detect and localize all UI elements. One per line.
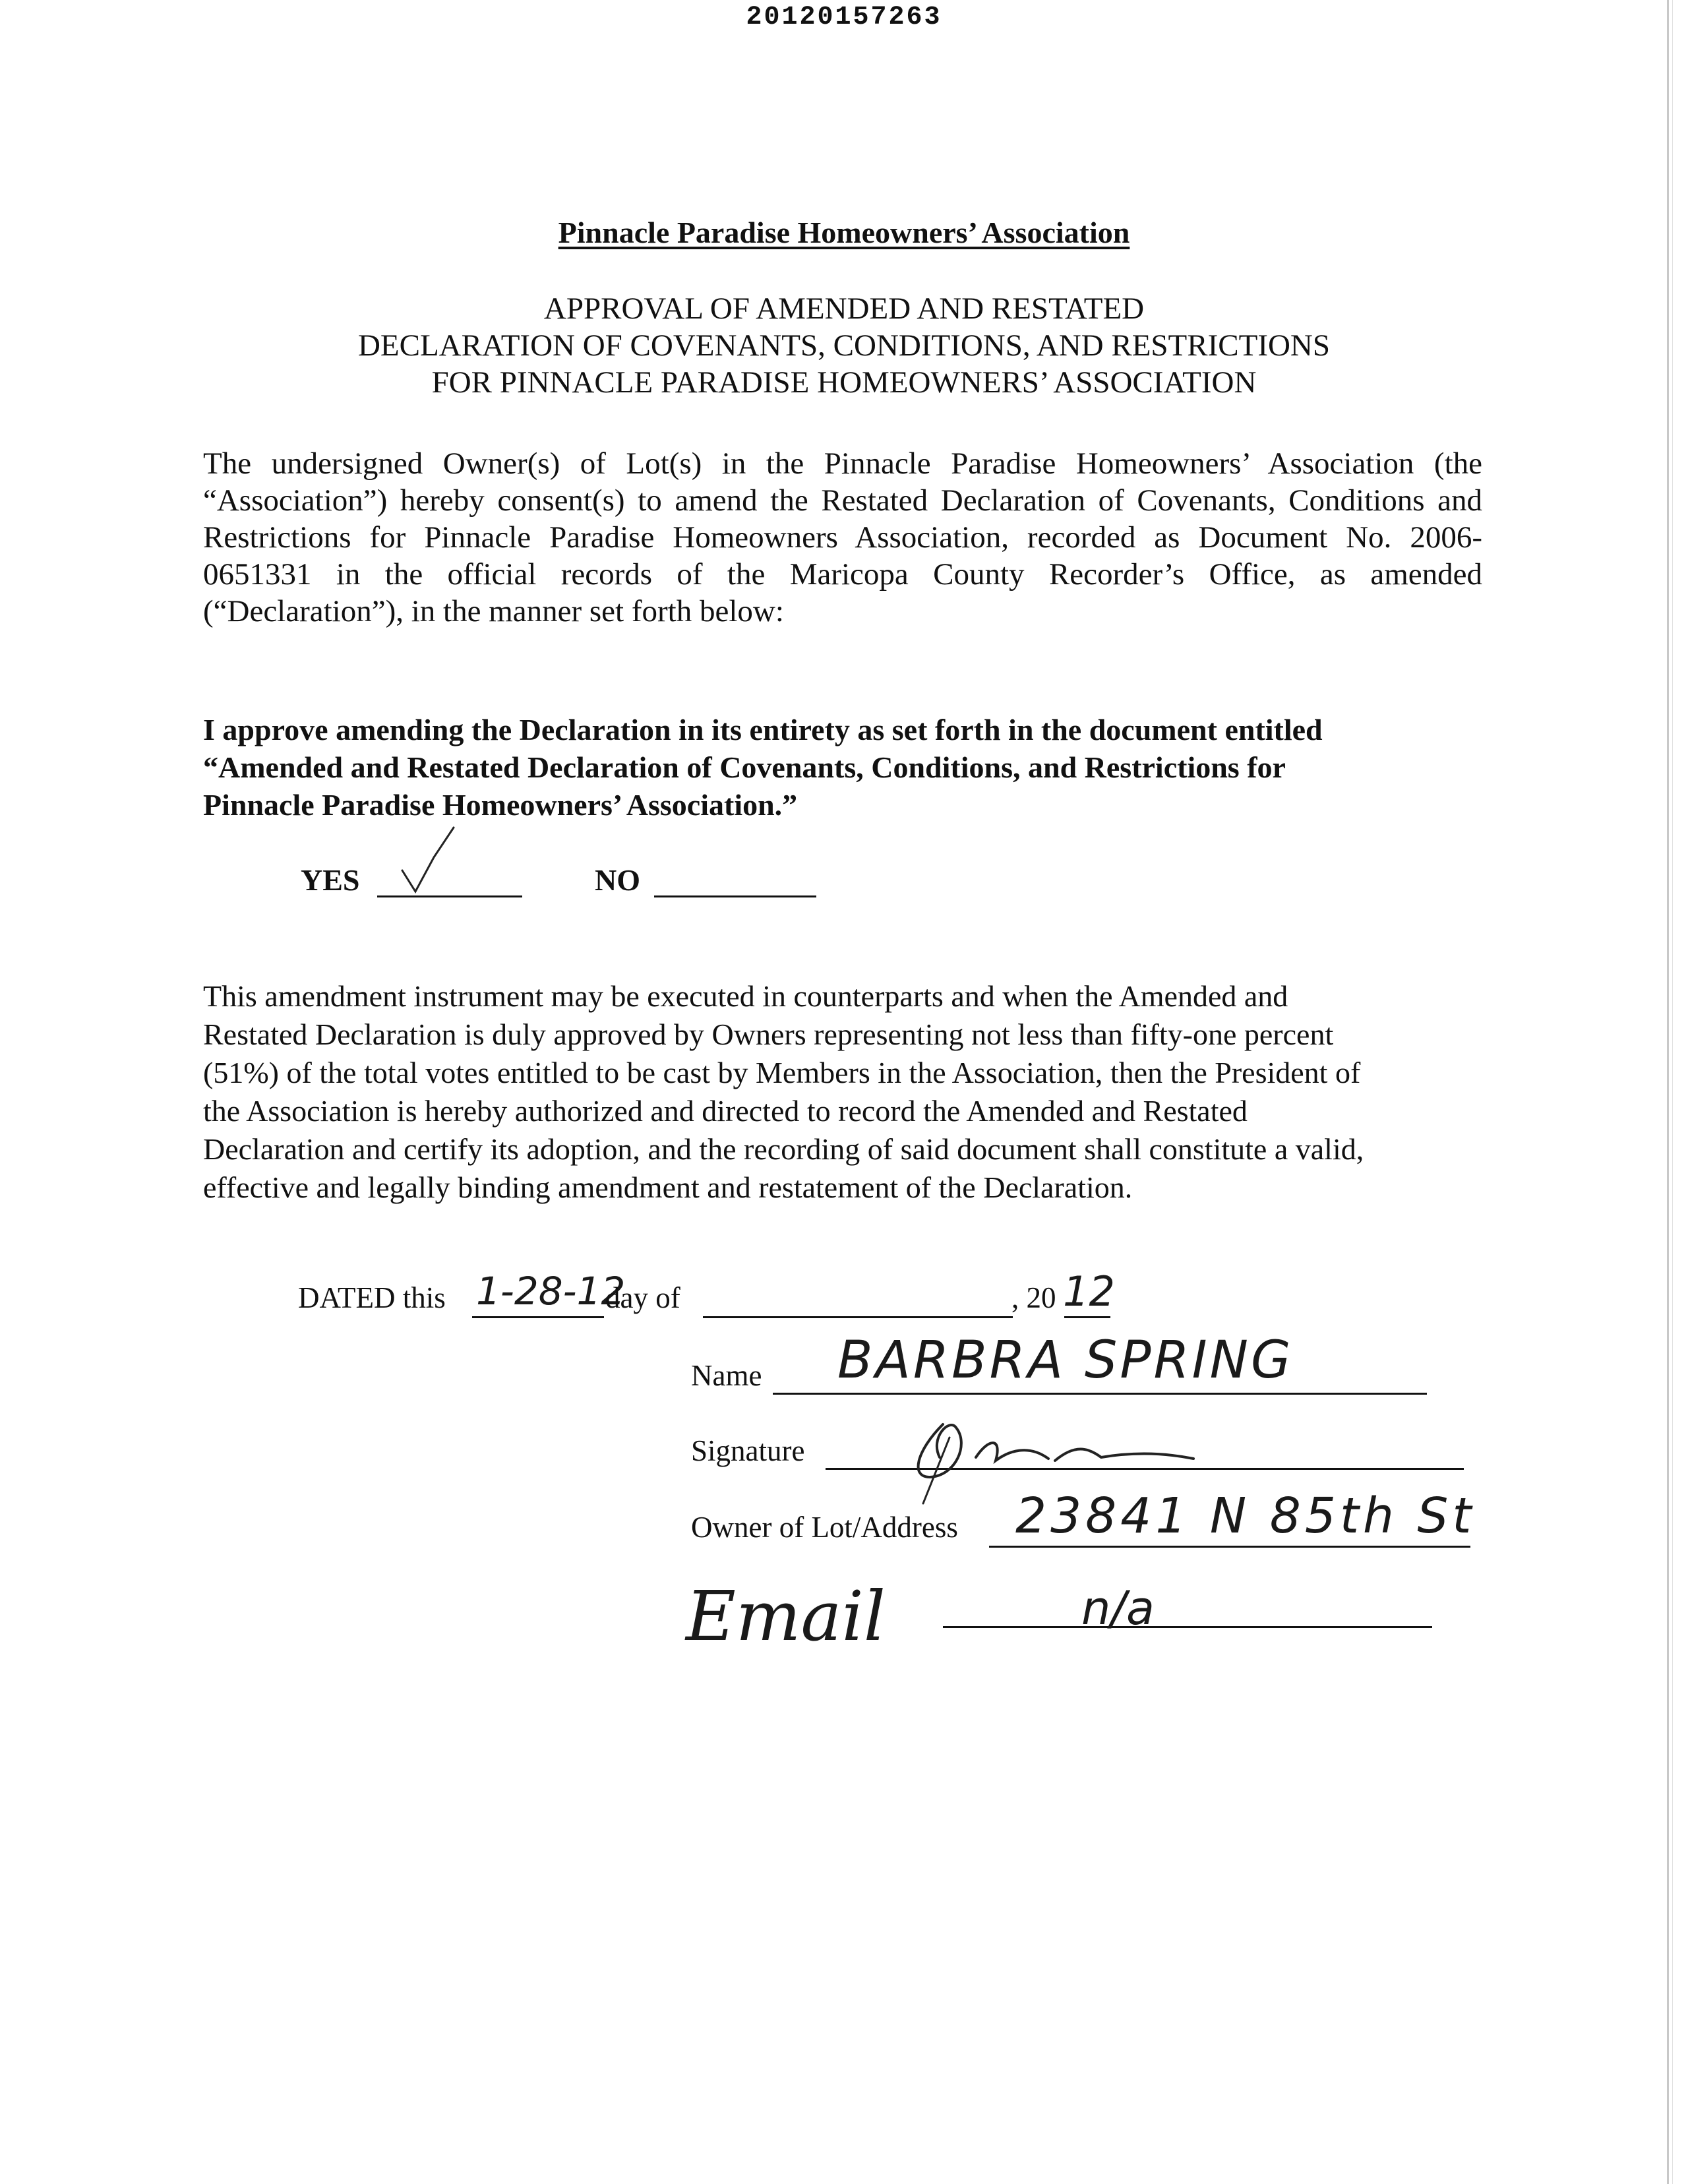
yes-label: YES	[301, 863, 360, 897]
execution-paragraph-line-3: (51%) of the total votes entitled to be cast by Members in the Association, then the President of	[203, 1056, 1361, 1089]
execution-paragraph-line-4: the Association is hereby authorized and directed to record the Amended and Restated	[203, 1094, 1248, 1128]
intro-paragraph: The undersigned Owner(s) of Lot(s) in the Pinnacle Paradise Homeowners’ Association (the “Association”) hereby consent(s) to amend the Restated Declaration of Covenants, Conditions and Restrictions for Pinnacle Paradise Homeowners Association, recorded as Document No. 2006-0651331 in the official records of the Maricopa County Recorder’s Office, as amended (“Declaration”), in the manner set forth below:	[203, 446, 1482, 628]
email-line	[943, 1626, 1432, 1628]
association-title: Pinnacle Paradise Homeowners’ Association	[558, 216, 1130, 249]
yes-checkmark	[369, 818, 501, 903]
month-blank-line	[703, 1316, 1013, 1318]
signature-label: Signature	[691, 1434, 805, 1467]
name-line	[773, 1393, 1427, 1395]
year-handwritten: 12	[1063, 1267, 1115, 1316]
owner-address-line	[989, 1546, 1470, 1548]
owner-address-handwritten: 23841 N 85th St	[1015, 1488, 1476, 1544]
recording-document-number: 20120157263	[746, 3, 942, 32]
name-handwritten: BARBRA SPRING	[837, 1331, 1294, 1390]
execution-paragraph-line-2: Restated Declaration is duly approved by Owners representing not less than fifty-one percent	[203, 1017, 1334, 1051]
dated-prefix: DATED this	[298, 1281, 446, 1314]
execution-paragraph-line-6: effective and legally binding amendment and restatement of the Declaration.	[203, 1170, 1133, 1204]
name-label: Name	[691, 1359, 762, 1392]
heading-line-1: APPROVAL OF AMENDED AND RESTATED	[543, 291, 1145, 326]
scan-edge-line-secondary	[1672, 0, 1673, 2184]
year-blank-line	[1064, 1316, 1110, 1318]
scan-edge-line	[1667, 0, 1669, 2184]
approval-statement-line-2: “Amended and Restated Declaration of Covenants, Conditions, and Restrictions for	[203, 750, 1286, 784]
no-blank-line	[654, 895, 816, 897]
approval-statement-line-3: Pinnacle Paradise Homeowners’ Association.”	[203, 788, 798, 822]
approval-statement-line-1: I approve amending the Declaration in its entirety as set forth in the document entitled	[203, 713, 1323, 746]
dated-day-line	[472, 1316, 604, 1318]
year-prefix: , 20	[1011, 1281, 1056, 1314]
day-of-text: day of	[605, 1281, 680, 1314]
no-label: NO	[595, 863, 640, 897]
owner-address-label: Owner of Lot/Address	[691, 1511, 958, 1544]
dated-day-handwritten: 1-28-12	[476, 1269, 626, 1314]
heading-line-3: FOR PINNACLE PARADISE HOMEOWNERS’ ASSOCIATION	[431, 365, 1257, 400]
execution-paragraph-line-5: Declaration and certify its adoption, and the recording of said document shall constitute a valid,	[203, 1132, 1364, 1166]
heading-line-2: DECLARATION OF COVENANTS, CONDITIONS, AND RESTRICTIONS	[357, 328, 1330, 363]
execution-paragraph-line-1: This amendment instrument may be executed in counterparts and when the Amended and	[203, 979, 1288, 1013]
email-value-handwritten: n/a	[1081, 1581, 1155, 1635]
email-label-handwritten: Email	[686, 1576, 886, 1656]
